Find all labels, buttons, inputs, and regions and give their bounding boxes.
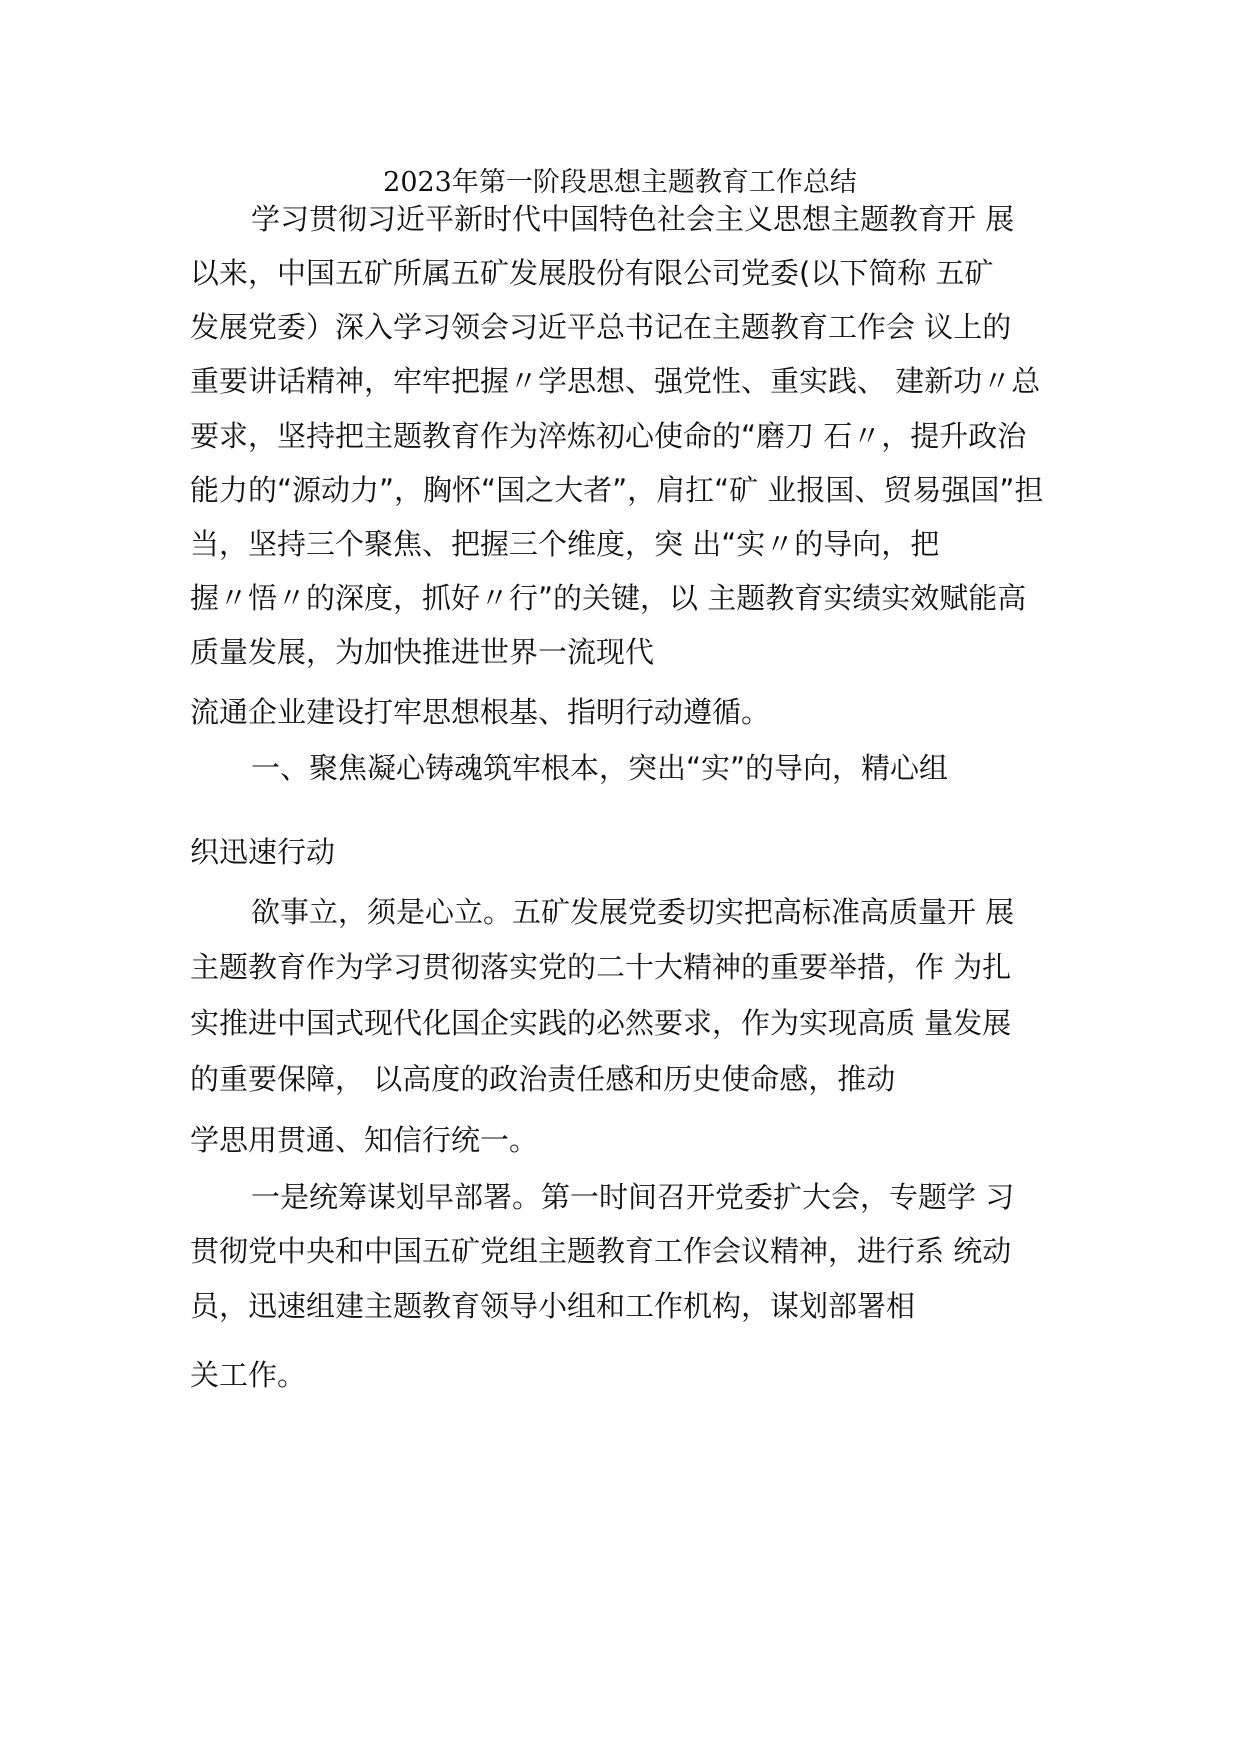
paragraph-line: 贯彻党中央和中国五矿党组主题教育工作会议精神，进行系 统动: [190, 1234, 1012, 1268]
document-title: 2023年第一阶段思想主题教育工作总结: [383, 167, 857, 198]
paragraph-line: 主题教育作为学习贯彻落实党的二十大精神的重要举措，作 为扎: [190, 950, 1012, 984]
paragraph-line: 握〃悟〃的深度，抓好〃行”的关键，以 主题教育实绩实效赋能高: [190, 581, 1027, 615]
paragraph-line: 要求，坚持把主题教育作为淬炼初心使命的“磨刀 石〃，提升政治: [190, 419, 1027, 453]
paragraph-line: 实推进中国式现代化国企实践的必然要求，作为实现高质 量发展: [190, 1006, 1012, 1040]
paragraph-line: 学习贯彻习近平新时代中国特色社会主义思想主题教育开 展: [251, 202, 1015, 236]
paragraph-line: 员，迅速组建主题教育领导小组和工作机构，谋划部署相: [190, 1289, 916, 1323]
paragraph-line: 重要讲话精神，牢牢把握〃学思想、强党性、重实践、 建新功〃总: [190, 364, 1041, 398]
paragraph-line: 学思用贯通、知信行统一。: [190, 1123, 539, 1157]
section-heading-line: 织迅速行动: [190, 835, 336, 869]
paragraph-line: 以来，中国五矿所属五矿发展股份有限公司党委(以下简称 五矿: [190, 256, 994, 290]
paragraph-line: 一是统筹谋划早部署。第一时间召开党委扩大会，专题学 习: [251, 1180, 1015, 1214]
paragraph-line: 当，坚持三个聚焦、把握三个维度，突 出“实〃的导向，把: [190, 527, 940, 561]
paragraph-line: 流通企业建设打牢思想根基、指明行动遵循。: [190, 695, 771, 729]
section-heading-line: 一、聚焦凝心铸魂筑牢根本，突出“实”的导向，精心组: [251, 751, 949, 785]
paragraph-line: 质量发展，为加快推进世界一流现代: [190, 635, 655, 669]
paragraph-line: 的重要保障， 以高度的政治责任感和历史使命感，推动: [190, 1062, 896, 1096]
paragraph-line: 发展党委）深入学习领会习近平总书记在主题教育工作会 议上的: [190, 310, 1012, 344]
paragraph-line: 能力的“源动力”，胸怀“国之大者”，肩扛“矿 业报国、贸易强国”担: [190, 473, 1044, 507]
paragraph-line: 欲事立，须是心立。五矿发展党委切实把高标准高质量开 展: [251, 895, 1015, 929]
paragraph-line: 关工作。: [190, 1358, 307, 1392]
